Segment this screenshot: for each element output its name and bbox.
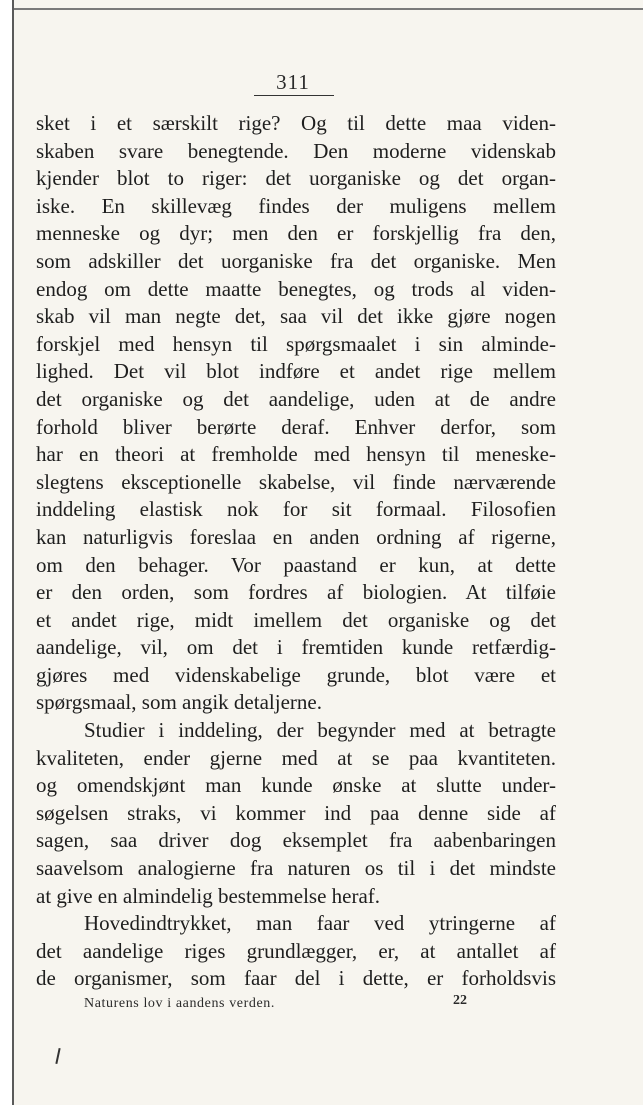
signature-mark: 22 (453, 993, 467, 1008)
text-line: Hovedindtrykket, man faar ved ytringerne af (84, 911, 556, 936)
text-line: endog om dette maatte benegtes, og trods al viden- (36, 276, 556, 301)
text-line: sket i et særskilt rige? Og til dette maa viden- (36, 111, 556, 135)
text-line: forhold bliver berørte deraf. Enhver derfor, som (36, 414, 556, 439)
text-line: slegtens eksceptionelle skabelse, vil finde nærværende (36, 469, 556, 494)
text-line: Studier i inddeling, der begynder med at betragte (84, 718, 556, 743)
text-line: som adskiller det uorganiske fra det organiske. Men (36, 248, 556, 273)
text-line: det aandelige riges grundlægger, er, at antallet af (36, 938, 556, 963)
text-line: forskjel med hensyn til spørgsmaalet i sin alminde- (36, 331, 556, 356)
text-line: de organismer, som faar del i dette, er forholdsvis (36, 966, 556, 991)
text-line: et andet rige, midt imellem det organiske og det (36, 607, 556, 632)
text-line: sagen, saa driver dog eksemplet fra aabenbaringen (36, 828, 556, 853)
text-line: inddeling elastisk nok for sit formaal. Filosofien (36, 497, 556, 522)
text-line: om den behager. Vor paastand er kun, at dette (36, 552, 556, 577)
text-line: har en theori at fremholde med hensyn til meneske- (36, 442, 556, 467)
text-line: aandelige, vil, om det i fremtiden kunde retfærdig- (36, 635, 556, 660)
footer-book-title: Naturens lov i aandens verden. (84, 996, 275, 1011)
text-line: det organiske og det aandelige, uden at de andre (36, 386, 556, 411)
text-line: kjender blot to riger: det uorganiske og det organ- (36, 166, 556, 191)
text-line: at give en almindelig bestemmelse heraf. (36, 883, 381, 908)
text-line: saavelsom analogierne fra naturen os til i det mindste (36, 856, 556, 881)
text-line: skaben svare benegtende. Den moderne videnskab (36, 138, 556, 163)
text-line: søgelsen straks, vi kommer ind paa denne side af (36, 800, 556, 825)
text-line: kan naturligvis foreslaa en anden ordning af rigerne, (36, 524, 556, 549)
text-line: lighed. Det vil blot indføre et andet rige mellem (36, 359, 556, 384)
text-line: og omendskjønt man kunde ønske at slutte under- (36, 773, 556, 798)
page-top-edge (14, 8, 643, 10)
text-line: gjøres med videnskabelige grunde, blot være et (36, 662, 556, 687)
text-line: iske. En skillevæg findes der muligens mellem (36, 193, 556, 218)
text-line: kvaliteten, ender gjerne med at se paa kvantiteten. (36, 745, 556, 770)
text-line: skab vil man negte det, saa vil det ikke gjøre nogen (36, 304, 556, 329)
text-line: menneske og dyr; men den er forskjellig fra den, (36, 221, 556, 246)
page-number: 311 (276, 70, 310, 94)
text-line: er den orden, som fordres af biologien. At tilføie (36, 580, 556, 605)
text-line: spørgsmaal, som angik detaljerne. (36, 690, 322, 715)
body-text (36, 110, 556, 993)
page-number-rule (254, 95, 334, 96)
